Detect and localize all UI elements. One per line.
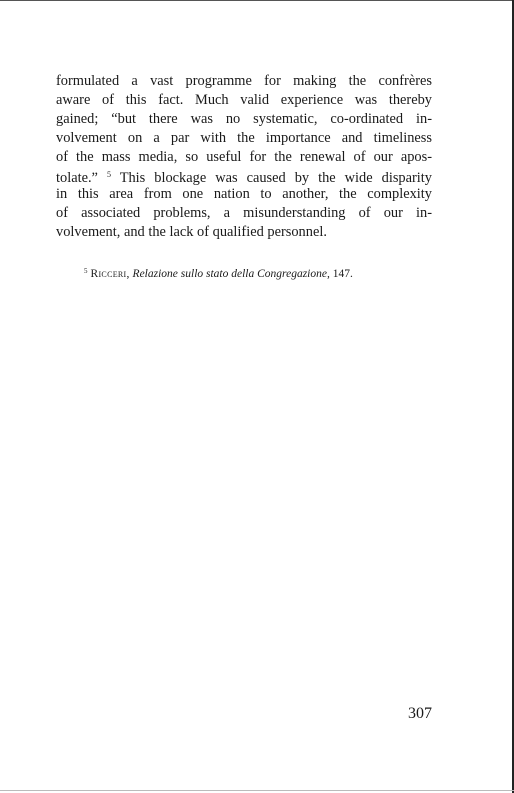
page-number: 307	[408, 705, 432, 722]
body-line: volvement on a par with the importance and timeliness	[56, 129, 432, 146]
page-bottom-edge	[0, 790, 514, 791]
footnote-author: Ricceri,	[90, 268, 130, 280]
body-paragraph	[56, 72, 432, 242]
footnote-page: 147.	[332, 268, 353, 280]
body-line-with-footnote-ref	[56, 166, 432, 185]
footnote-reference: 5	[106, 170, 111, 180]
body-line: of the mass media, so useful for the renewal of our apos-	[56, 148, 432, 165]
footnote	[84, 264, 444, 282]
body-line: aware of this fact. Much valid experience was thereby	[56, 91, 432, 108]
quote-continuation: This blockage was caused by the wide disparity	[119, 170, 432, 187]
body-line-last: volvement, and the lack of qualified personnel.	[56, 224, 327, 241]
body-line: gained; “but there was no systematic, co-ordinated in-	[56, 110, 432, 127]
footnote-number: 5	[84, 267, 88, 275]
quote-end: tolate.”	[56, 170, 98, 187]
page-top-edge	[0, 0, 514, 1]
body-line: in this area from one nation to another, the complexity	[56, 186, 432, 203]
body-line: of associated problems, a misunderstanding of our in-	[56, 205, 432, 222]
footnote-title: Relazione sullo stato della Congregazione,	[132, 268, 330, 280]
body-line: formulated a vast programme for making the confrères	[56, 73, 432, 89]
